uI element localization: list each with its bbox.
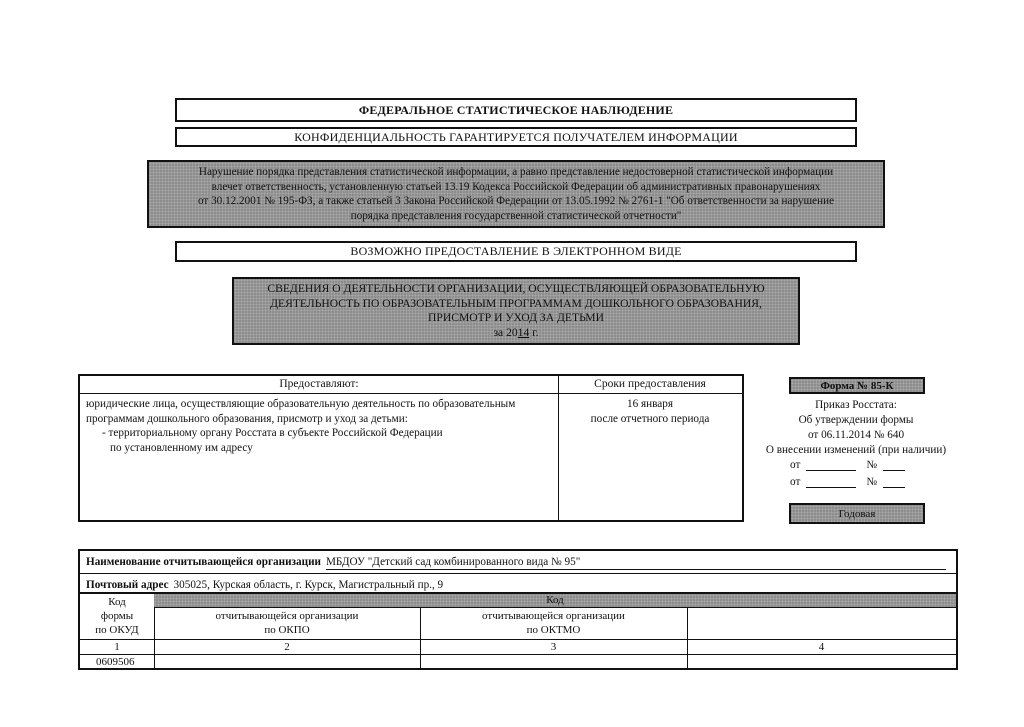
column-number: 3 [550, 641, 557, 653]
okpo-header [154, 609, 420, 637]
warning-line: от 30.12.2001 № 195-ФЗ, а также статьей 3 Закона Российской Федерации от 13.05.1992 № 2761-1 "Об ответственности за нарушение [197, 195, 835, 207]
okpo-header-line: по ОКПО [264, 624, 310, 636]
oktmo-header [420, 609, 687, 637]
providers-line: программам дошкольного образования, присмотр и уход за детьми: [86, 412, 408, 425]
organization-name-value: МБДОУ "Детский сад комбинированного вида № 95" [326, 555, 946, 570]
okpo-header-line: отчитывающейся организации [215, 610, 359, 622]
amendment-number-line [883, 459, 905, 471]
electronic-submission-box [175, 241, 857, 262]
oktmo-header-line: по ОКТМО [526, 624, 581, 636]
form-number-badge: Форма № 85-К [789, 377, 925, 394]
postal-address-value: 305025, Курская область, г. Курск, Магистральный пр., 9 [174, 578, 946, 593]
oktmo-header-line: отчитывающейся организации [482, 610, 625, 622]
form-title-line: ДЕЯТЕЛЬНОСТЬ ПО ОБРАЗОВАТЕЛЬНЫМ ПРОГРАММАМ ДОШКОЛЬНОГО ОБРАЗОВАНИЯ, [270, 296, 762, 310]
postal-address-label: Почтовый адрес [86, 579, 169, 591]
report-year [238, 326, 794, 341]
deadline-line: после отчетного периода [590, 412, 710, 425]
amendment-date-line [806, 476, 856, 488]
deadlines-header: Сроки предоставления [558, 376, 742, 394]
federal-observation-title: ФЕДЕРАЛЬНОЕ СТАТИСТИЧЕСКОЕ НАБЛЮДЕНИЕ [358, 102, 674, 117]
okud-header-line: формы [100, 610, 134, 622]
codes-table [78, 592, 958, 670]
confidentiality-box [175, 127, 857, 147]
column-number: 2 [284, 641, 290, 653]
order-line: от 06.11.2014 № 640 [807, 429, 905, 441]
providers-text [80, 394, 558, 458]
warning-line: порядка представления государственной статистической отчетности" [350, 209, 682, 222]
providers-line: юридические лица, осуществляющие образовательную деятельность по образовательным [86, 398, 516, 410]
providers-header: Предоставляют: [80, 376, 558, 394]
amendment-number-label: № [866, 476, 878, 488]
order-line: Приказ Росстата: [815, 399, 897, 411]
amendment-date-label: от [790, 459, 801, 471]
organization-name-label: Наименование отчитывающейся организации [86, 556, 321, 568]
rosstat-order [756, 398, 956, 458]
amendment-row [790, 476, 930, 488]
order-line: Об утверждении формы [798, 414, 914, 426]
providers-column [80, 376, 559, 520]
okud-code-value: 0609506 [96, 656, 135, 668]
deadline-line: 16 января [627, 398, 673, 410]
okud-header [80, 594, 154, 639]
warning-line: влечет ответственность, установленную статьей 13.19 Кодекса Российской Федерации об административных правонарушениях [211, 180, 821, 193]
periodicity-badge: Годовая [789, 503, 925, 524]
federal-observation-box [175, 98, 857, 122]
liability-warning-box [147, 160, 885, 228]
electronic-submission-text: ВОЗМОЖНО ПРЕДОСТАВЛЕНИЕ В ЭЛЕКТРОННОМ ВИДЕ [350, 244, 682, 258]
organization-name-row [80, 551, 956, 574]
providers-line: по установленному им адресу [110, 441, 253, 454]
report-year-prefix: за 20 [493, 325, 518, 339]
amendment-row [790, 459, 930, 471]
form-title-box [232, 277, 800, 345]
deadlines-column [558, 376, 742, 520]
organization-block [78, 549, 958, 596]
amendment-date-line [806, 459, 856, 471]
amendment-number-label: № [866, 459, 878, 471]
okud-header-line: Код [108, 596, 126, 608]
column-number: 1 [114, 641, 120, 653]
report-year-suffix: г. [532, 325, 539, 339]
deadline-text [558, 394, 742, 426]
amendments-label: О внесении изменений (при наличии) [765, 444, 947, 456]
okud-header-line: по ОКУД [95, 624, 139, 636]
providers-line: - территориальному органу Росстата в субъекте Российской Федерации [102, 427, 443, 439]
code-header: Код [154, 594, 956, 608]
warning-line: Нарушение порядка представления статистической информации, а равно представление недостоверной статистической информации [198, 166, 834, 178]
providers-table [78, 374, 744, 522]
amendment-number-line [883, 476, 905, 488]
amendment-date-label: от [790, 476, 801, 488]
report-year-value: 14 [517, 325, 530, 339]
form-title-line: ПРИСМОТР И УХОД ЗА ДЕТЬМИ [428, 311, 604, 324]
form-title-line: СВЕДЕНИЯ О ДЕЯТЕЛЬНОСТИ ОРГАНИЗАЦИИ, ОСУЩЕСТВЛЯЮЩЕЙ ОБРАЗОВАТЕЛЬНУЮ [267, 282, 765, 295]
confidentiality-text: КОНФИДЕНЦИАЛЬНОСТЬ ГАРАНТИРУЕТСЯ ПОЛУЧАТЕЛЕМ ИНФОРМАЦИИ [294, 129, 738, 144]
column-number: 4 [818, 641, 825, 653]
